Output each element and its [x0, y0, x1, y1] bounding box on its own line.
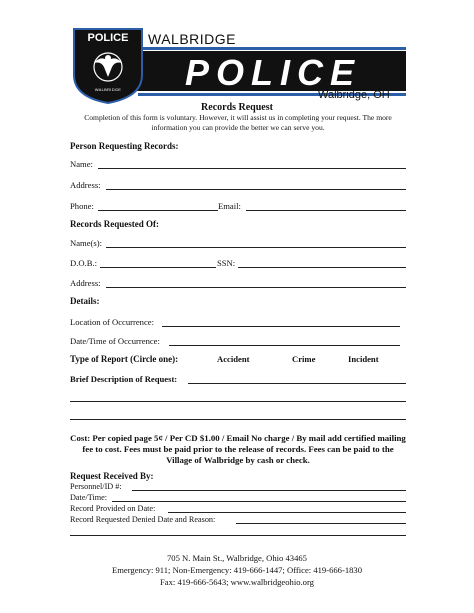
datetime-field[interactable] — [169, 345, 400, 346]
denied-label: Record Requested Denied Date and Reason: — [70, 515, 216, 524]
report-type-crime[interactable]: Crime — [292, 354, 316, 364]
subject-dob-field[interactable] — [100, 267, 216, 268]
email-label: Email: — [218, 201, 241, 211]
description-line-3[interactable] — [70, 419, 406, 420]
form-intro: Completion of this form is voluntary. However, it will assist us in completing your request. The more information you can provide the better we can serve you. — [84, 113, 392, 132]
dob-label: D.O.B.: — [70, 258, 97, 268]
badge-title: POLICE — [87, 32, 129, 44]
subject-dob-row — [70, 257, 406, 269]
requester-name-row — [70, 158, 406, 170]
details-heading: Details: — [70, 296, 100, 306]
personnel-label: Personnel/ID #: — [70, 482, 122, 491]
org-name: WALBRIDGE — [148, 31, 236, 47]
footer-phones: Emergency: 911; Non-Emergency: 419-666-1447; Office: 419-666-1830 — [111, 565, 363, 575]
description-label: Brief Description of Request: — [70, 374, 178, 384]
received-heading: Request Received By: — [70, 471, 154, 481]
names-label: Name(s): — [70, 238, 102, 248]
subject-address-row — [70, 277, 406, 289]
requester-address-field[interactable] — [106, 189, 406, 190]
badge-subtitle: WALBRIDGE — [94, 87, 122, 92]
location-row — [70, 316, 406, 328]
requester-heading: Person Requesting Records: — [70, 141, 179, 151]
description-row — [70, 373, 406, 385]
received-datetime-row — [70, 492, 406, 503]
requester-email-field[interactable] — [246, 210, 406, 211]
subject-address-field[interactable] — [106, 287, 406, 288]
requester-address-row — [70, 179, 406, 191]
cost-notice: Cost: Per copied page 5¢ / Per CD $1.00 / Email No charge / By mail add certified mailing fee to cost. Fees must be paid prior to the release of records. Fees can be paid to the Village of Walbridge by cash or check. — [70, 433, 406, 465]
police-wordmark: POLICE — [184, 52, 361, 93]
location-field[interactable] — [162, 326, 400, 327]
provided-field[interactable] — [168, 512, 406, 513]
description-field[interactable] — [188, 383, 406, 384]
personnel-row — [70, 481, 406, 492]
received-datetime-field[interactable] — [112, 501, 406, 502]
subject-ssn-field[interactable] — [238, 267, 406, 268]
police-logo-header — [70, 25, 406, 105]
received-datetime-label: Date/Time: — [70, 493, 107, 502]
subject-names-row — [70, 237, 406, 249]
requester-name-field[interactable] — [98, 168, 406, 169]
address-label: Address: — [70, 180, 101, 190]
form-title: Records Request — [201, 102, 273, 113]
city-label: Walbridge, OH — [318, 89, 390, 101]
phone-label: Phone: — [70, 201, 94, 211]
description-line-2[interactable] — [70, 401, 406, 402]
subject-address-label: Address: — [70, 278, 101, 288]
report-type-accident[interactable]: Accident — [217, 354, 250, 364]
requester-contact-row — [70, 200, 406, 212]
denied-row — [70, 514, 406, 525]
requester-phone-field[interactable] — [98, 210, 218, 211]
subject-names-field[interactable] — [106, 247, 406, 248]
name-label: Name: — [70, 159, 93, 169]
denied-field[interactable] — [236, 523, 406, 524]
report-type-label: Type of Report (Circle one): — [70, 354, 179, 364]
personnel-field[interactable] — [132, 490, 406, 491]
provided-label: Record Provided on Date: — [70, 504, 156, 513]
report-type-incident[interactable]: Incident — [348, 354, 379, 364]
footer-fax-web: Fax: 419-666-5643; www.walbridgeohio.org — [160, 577, 314, 587]
datetime-row — [70, 335, 406, 347]
footer-address: 705 N. Main St., Walbridge, Ohio 43465 — [167, 553, 307, 563]
ssn-label: SSN: — [217, 258, 236, 268]
subject-heading: Records Requested Of: — [70, 219, 159, 229]
location-label: Location of Occurrence: — [70, 317, 154, 327]
provided-row — [70, 503, 406, 514]
datetime-label: Date/Time of Occurrence: — [70, 336, 160, 346]
denied-line-2[interactable] — [70, 535, 406, 536]
